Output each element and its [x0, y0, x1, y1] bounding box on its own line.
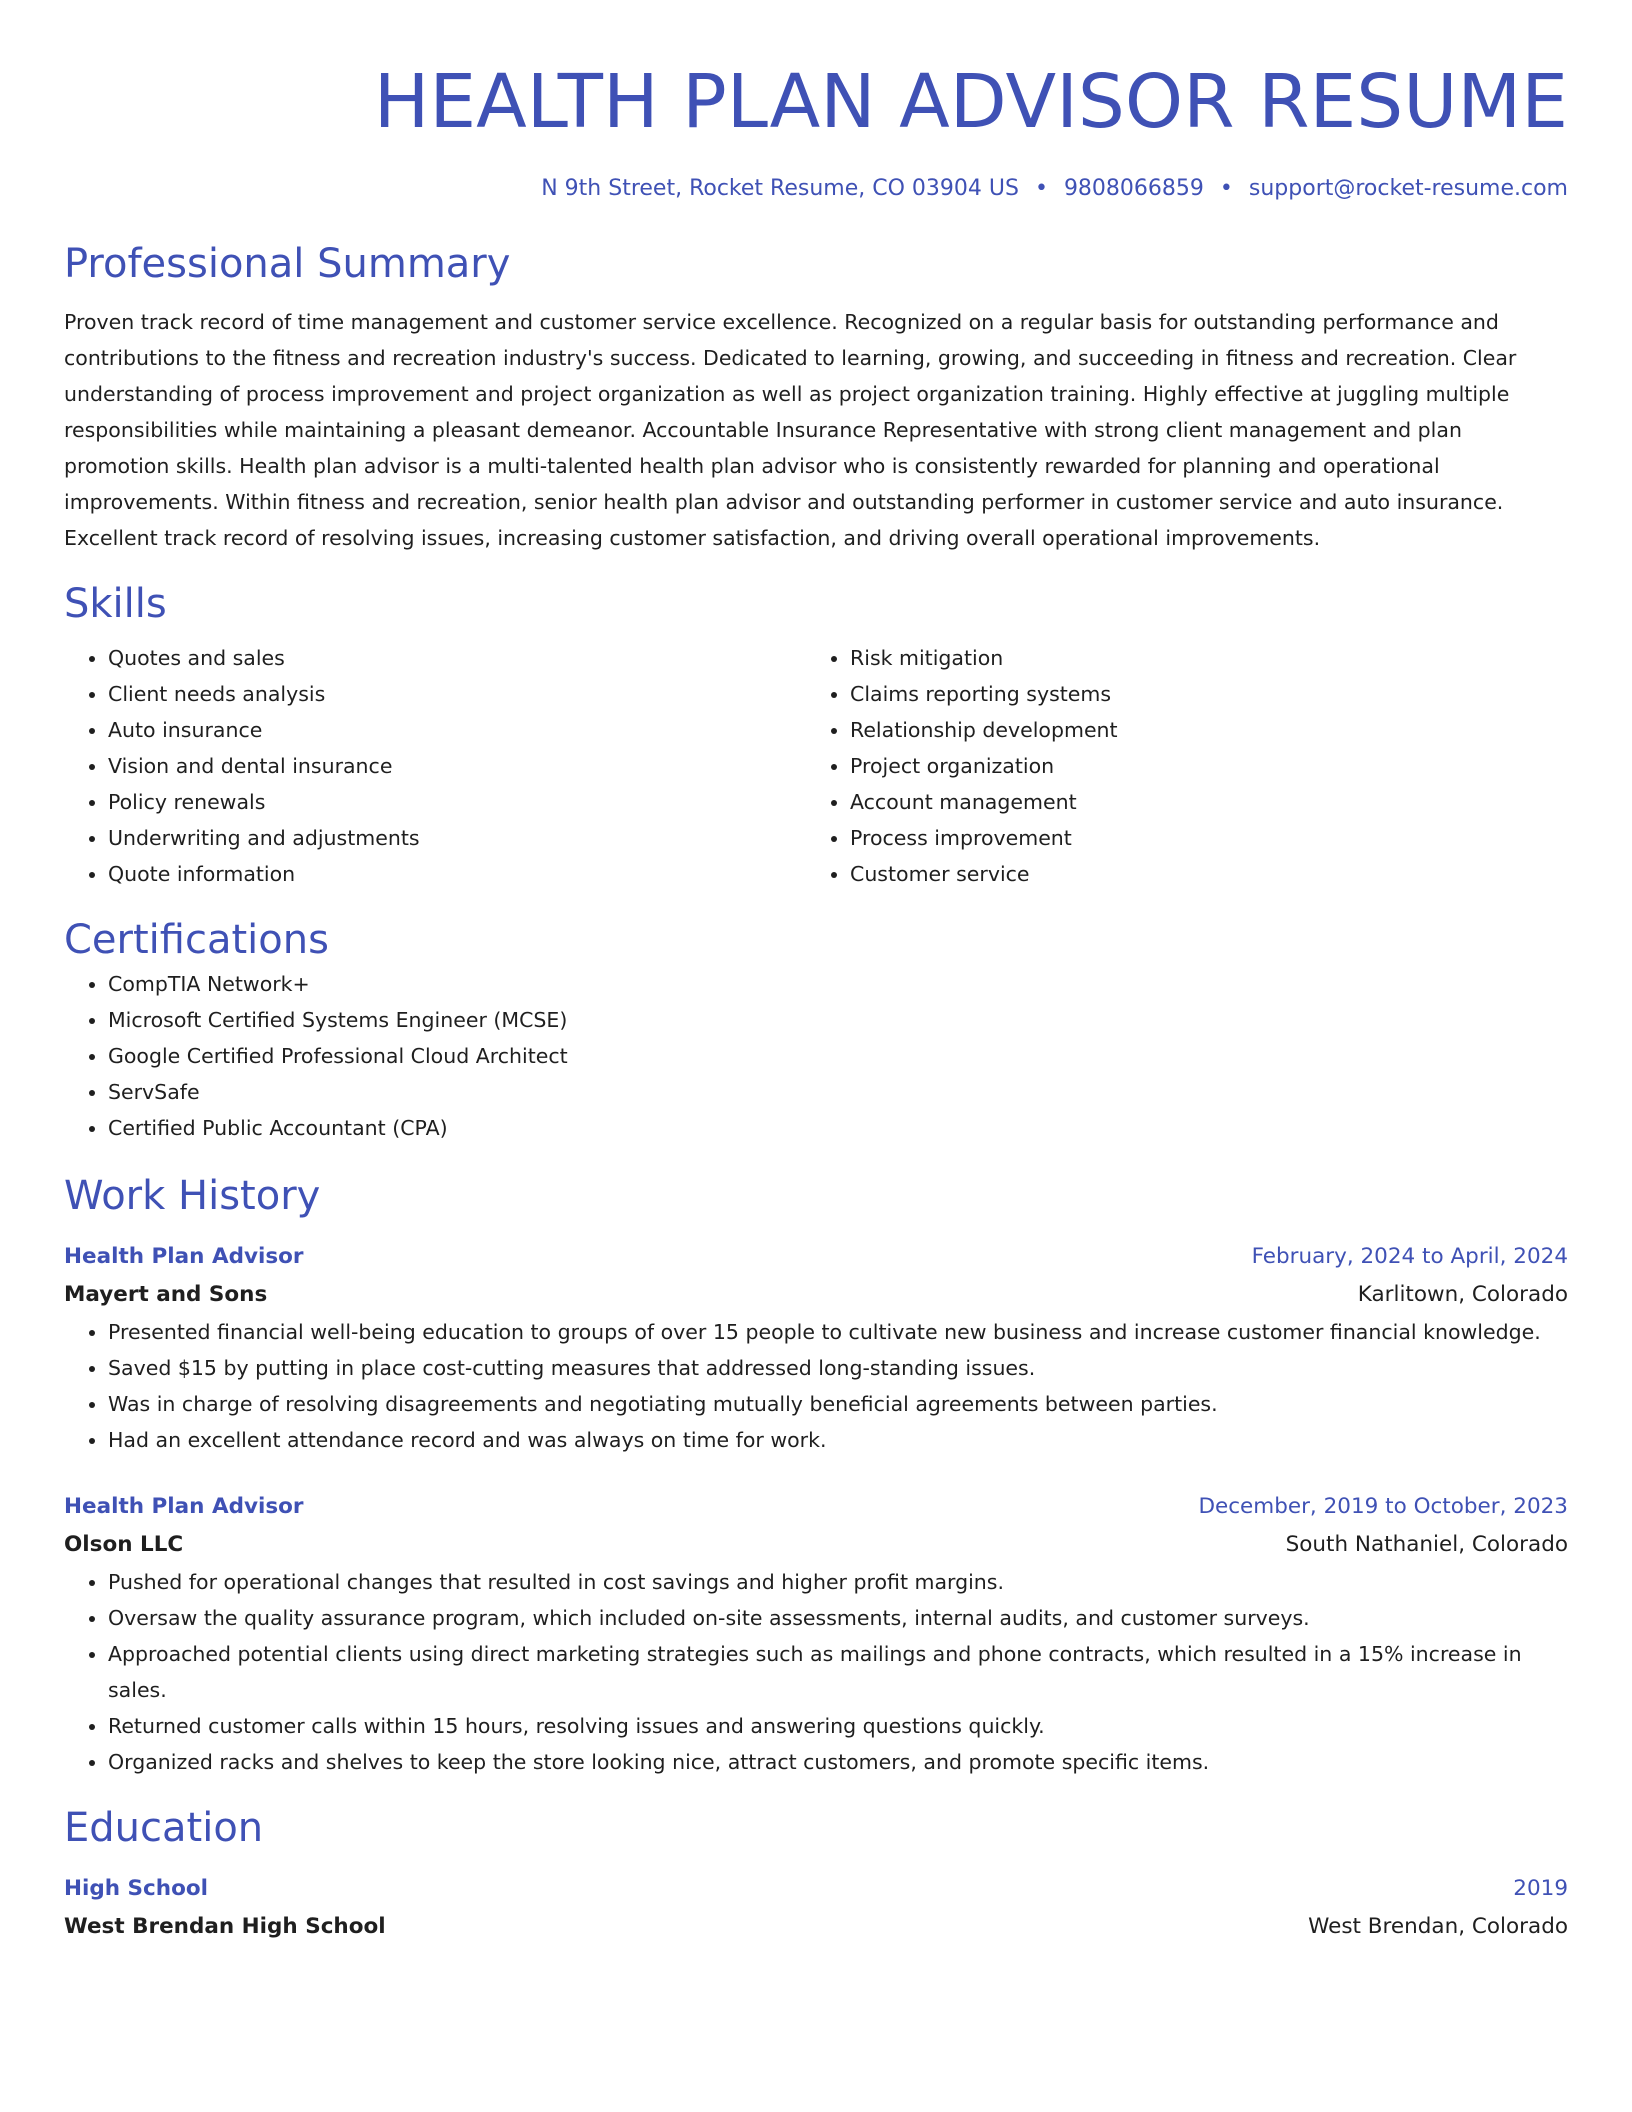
- skill-item: • Relationship development: [850, 712, 1548, 748]
- summary-text: Proven track record of time management and customer service excellence. Recognized on a regular basis for outstanding performance and contributions to the fitness and recreation industry's success. Dedicated to learning, growing, and succeeding in fitness and recreation. Clear understanding of process improvement and project organization as well as project organization training. Highly effective at juggling multiple responsibilities while maintaining a pleasant demeanor. Accountable Insurance Representative with strong client management and plan promotion skills. Health plan advisor is a multi-talented health plan advisor who is consistently rewarded for planning and operational improvements. Within fitness and recreation, senior health plan advisor and outstanding performer in customer service and auto insurance. Excellent track record of resolving issues, increasing customer satisfaction, and driving overall operational improvements.: [64, 310, 1517, 550]
- job-bullet: • Had an excellent attendance record and was always on time for work.: [108, 1422, 1568, 1458]
- skill-item: • Claims reporting systems: [850, 676, 1548, 712]
- job-location: Karlitown, Colorado: [1357, 1282, 1568, 1307]
- certifications-heading: Certifications: [64, 917, 329, 963]
- job-entry: [64, 1238, 1568, 1458]
- skill-item: • Quote information: [108, 856, 806, 892]
- job-bullet: • Oversaw the quality assurance program, which included on-site assessments, internal audits, and customer surveys.: [108, 1600, 1568, 1636]
- job-dates: February, 2024 to April, 2024: [1251, 1244, 1568, 1269]
- job-header-row: [64, 1488, 1568, 1526]
- education-year: 2019: [1513, 1876, 1568, 1901]
- certifications-list: [64, 966, 1568, 1146]
- job-location: South Nathaniel, Colorado: [1285, 1532, 1568, 1557]
- certification-item: • Google Certified Professional Cloud Architect: [108, 1038, 1568, 1074]
- skill-item: • Underwriting and adjustments: [108, 820, 806, 856]
- job-header-row: [64, 1238, 1568, 1276]
- education-heading: Education: [64, 1805, 264, 1851]
- contact-line: [64, 174, 1568, 204]
- job-bullet: • Approached potential clients using direct marketing strategies such as mailings and phone contracts, which resulted in a 15% increase in sales.: [108, 1636, 1568, 1708]
- education-header-row: [64, 1870, 1568, 1908]
- resume-header: [64, 52, 1568, 204]
- certification-item: • Microsoft Certified Systems Engineer (MCSE): [108, 1002, 1568, 1038]
- job-company: Olson LLC: [64, 1532, 184, 1557]
- work-history-heading: Work History: [64, 1173, 321, 1219]
- job-title: Health Plan Advisor: [64, 1494, 304, 1519]
- skill-item: • Account management: [850, 784, 1548, 820]
- education-location: West Brendan, Colorado: [1308, 1914, 1568, 1939]
- skill-item: • Auto insurance: [108, 712, 806, 748]
- skill-item: • Quotes and sales: [108, 640, 806, 676]
- contact-phone: 9808066859: [1063, 176, 1204, 201]
- skill-item: • Customer service: [850, 856, 1548, 892]
- contact-email: support@rocket-resume.com: [1248, 176, 1568, 201]
- certification-item: • ServSafe: [108, 1074, 1568, 1110]
- job-bullets: [64, 1564, 1568, 1780]
- job-title: Health Plan Advisor: [64, 1244, 304, 1269]
- contact-separator: •: [1219, 176, 1233, 201]
- job-company-row: [64, 1526, 1568, 1564]
- job-entry: [64, 1488, 1568, 1780]
- job-bullet: • Was in charge of resolving disagreements and negotiating mutually beneficial agreements between parties.: [108, 1386, 1568, 1422]
- skills-grid: [64, 640, 1568, 892]
- certification-item: • Certified Public Accountant (CPA): [108, 1110, 1568, 1146]
- skill-item: • Client needs analysis: [108, 676, 806, 712]
- education-school: West Brendan High School: [64, 1914, 386, 1939]
- certification-item: • CompTIA Network+: [108, 966, 1568, 1002]
- skills-right-list: [806, 640, 1548, 892]
- resume-title: HEALTH PLAN ADVISOR RESUME: [373, 59, 1568, 145]
- job-bullet: • Saved $15 by putting in place cost-cutting measures that addressed long-standing issues.: [108, 1350, 1568, 1386]
- education-entry: [64, 1870, 1568, 1946]
- summary-heading: Professional Summary: [64, 241, 511, 287]
- job-company: Mayert and Sons: [64, 1282, 268, 1307]
- job-bullet: • Returned customer calls within 15 hours, resolving issues and answering questions quickly.: [108, 1708, 1568, 1744]
- job-bullet: • Pushed for operational changes that resulted in cost savings and higher profit margins.: [108, 1564, 1568, 1600]
- contact-separator: •: [1034, 176, 1048, 201]
- job-bullet: • Organized racks and shelves to keep the store looking nice, attract customers, and promote specific items.: [108, 1744, 1568, 1780]
- skills-heading: Skills: [64, 581, 167, 627]
- job-bullet: • Presented financial well-being education to groups of over 15 people to cultivate new business and increase customer financial knowledge.: [108, 1314, 1568, 1350]
- education-degree: High School: [64, 1876, 208, 1901]
- job-dates: December, 2019 to October, 2023: [1198, 1494, 1568, 1519]
- skill-item: • Process improvement: [850, 820, 1548, 856]
- education-school-row: [64, 1908, 1568, 1946]
- skill-item: • Policy renewals: [108, 784, 806, 820]
- skills-left-list: [64, 640, 806, 892]
- skill-item: • Vision and dental insurance: [108, 748, 806, 784]
- contact-address: N 9th Street, Rocket Resume, CO 03904 US: [541, 176, 1019, 201]
- job-bullets: [64, 1314, 1568, 1458]
- skill-item: • Risk mitigation: [850, 640, 1548, 676]
- skill-item: • Project organization: [850, 748, 1548, 784]
- job-company-row: [64, 1276, 1568, 1314]
